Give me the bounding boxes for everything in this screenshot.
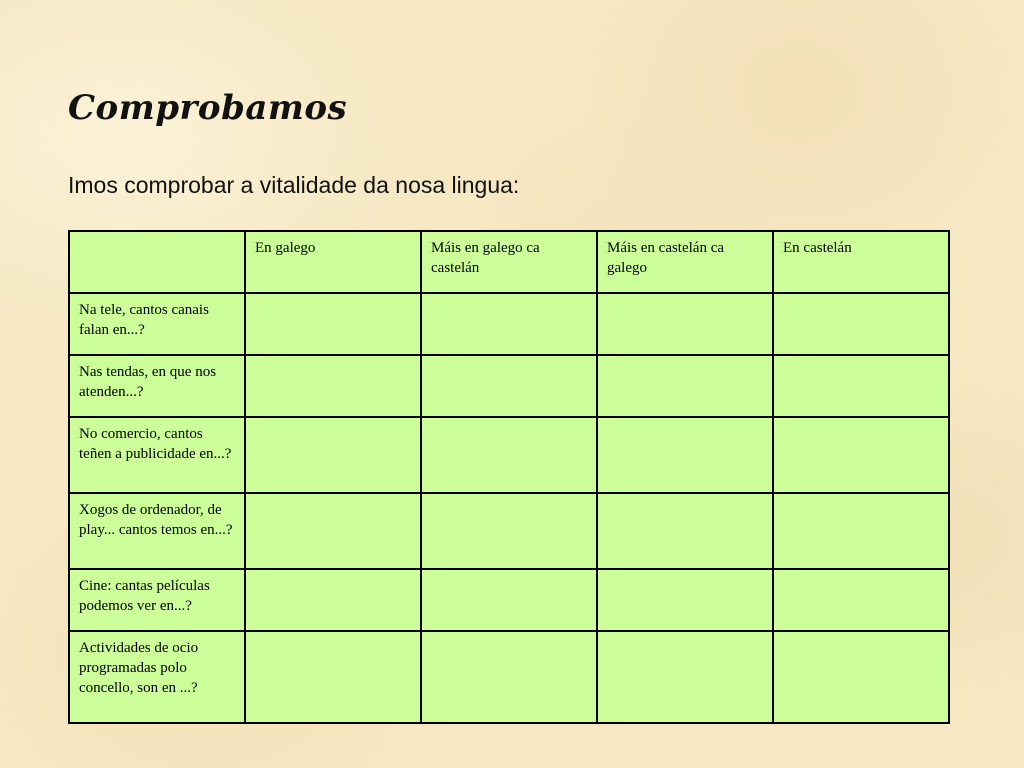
header-corner-cell (69, 231, 245, 293)
answer-cell[interactable] (597, 569, 773, 631)
answer-cell[interactable] (597, 417, 773, 493)
answer-cell[interactable] (245, 417, 421, 493)
row-question-cell: Nas tendas, en que nos atenden...? (69, 355, 245, 417)
table-row (69, 355, 949, 417)
answer-cell[interactable] (773, 569, 949, 631)
column-header-mais-galego: Máis en galego ca castelán (421, 231, 597, 293)
answer-cell[interactable] (773, 417, 949, 493)
answer-cell[interactable] (597, 631, 773, 723)
answer-cell[interactable] (245, 355, 421, 417)
answer-cell[interactable] (421, 631, 597, 723)
answer-cell[interactable] (245, 569, 421, 631)
answer-cell[interactable] (245, 293, 421, 355)
column-header-mais-castelan: Máis en castelán ca galego (597, 231, 773, 293)
row-question-cell: Cine: cantas películas podemos ver en...? (69, 569, 245, 631)
answer-cell[interactable] (773, 293, 949, 355)
answer-cell[interactable] (773, 631, 949, 723)
answer-cell[interactable] (773, 355, 949, 417)
answer-cell[interactable] (421, 493, 597, 569)
slide-title: Comprobamos (68, 88, 348, 128)
answer-cell[interactable] (597, 355, 773, 417)
answer-cell[interactable] (773, 493, 949, 569)
table-row (69, 569, 949, 631)
row-question-cell: No comercio, cantos teñen a publicidade en...? (69, 417, 245, 493)
language-vitality-table (68, 230, 950, 724)
answer-cell[interactable] (421, 293, 597, 355)
table-row (69, 631, 949, 723)
answer-cell[interactable] (421, 417, 597, 493)
column-header-en-galego: En galego (245, 231, 421, 293)
row-question-cell: Xogos de ordenador, de play... cantos temos en...? (69, 493, 245, 569)
answer-cell[interactable] (421, 355, 597, 417)
slide-subtitle: Imos comprobar a vitalidade da nosa lingua: (68, 172, 520, 198)
row-question-cell: Actividades de ocio programadas polo concello, son en ...? (69, 631, 245, 723)
table-row (69, 493, 949, 569)
table-header-row (69, 231, 949, 293)
answer-cell[interactable] (245, 631, 421, 723)
answer-cell[interactable] (421, 569, 597, 631)
row-question-cell: Na tele, cantos canais falan en...? (69, 293, 245, 355)
answer-cell[interactable] (597, 493, 773, 569)
table-row (69, 293, 949, 355)
table-row (69, 417, 949, 493)
answer-cell[interactable] (245, 493, 421, 569)
answer-cell[interactable] (597, 293, 773, 355)
column-header-en-castelan: En castelán (773, 231, 949, 293)
